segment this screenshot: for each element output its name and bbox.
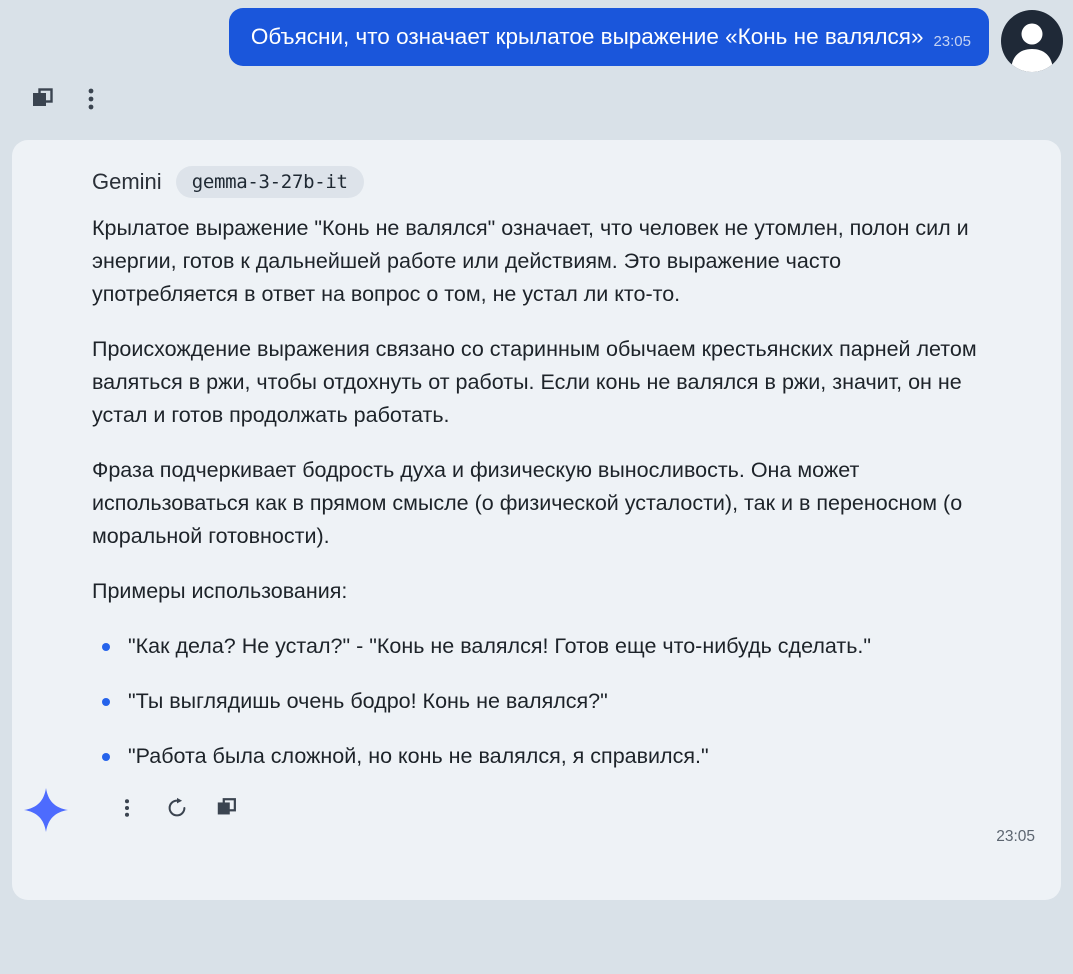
user-message-bubble[interactable] [229,8,989,66]
copy-icon[interactable] [214,795,240,821]
assistant-header [92,166,1031,198]
assistant-message-card [12,140,1061,900]
model-badge[interactable]: gemma-3-27b-it [176,166,364,198]
user-message-actions [0,72,1073,112]
user-message-row [0,0,1073,72]
list-item: "Работа была сложной, но конь не валялся, я справился." [92,740,1028,773]
avatar[interactable] [1001,10,1063,72]
assistant-paragraph: Крылатое выражение "Конь не валялся" означает, что человек не утомлен, полон сил и энергии, готов к дальнейшей работе или действиям. Это выражение часто употребляется в ответ на вопрос о том, не устал ли кто-то. [92,216,969,306]
assistant-message-timestamp: 23:05 [996,828,1035,845]
list-item: "Ты выглядишь очень бодро! Конь не валялся?" [92,685,1028,718]
more-options-icon[interactable] [78,86,104,112]
regenerate-icon[interactable] [164,795,190,821]
assistant-name: Gemini [92,169,162,194]
examples-list [92,630,1031,773]
list-item: "Как дела? Не устал?" - "Конь не валялся! Готов еще что-нибудь сделать." [92,630,1028,663]
assistant-paragraph: Фраза подчеркивает бодрость духа и физическую выносливость. Она может использоваться как в прямом смысле (о физической усталости), так и в переносном (о моральной готовности). [92,458,963,548]
assistant-paragraph: Примеры использования: [92,579,348,603]
assistant-message-actions [92,795,1031,821]
user-message-text: Объясни, что означает крылатое выражение «Конь не валялся» [250,24,924,49]
copy-icon[interactable] [30,86,56,112]
gemini-sparkle-icon [18,782,74,838]
assistant-paragraph: Происхождение выражения связано со старинным обычаем крестьянских парней летом валяться в ржи, чтобы отдохнуть от работы. Если конь не валялся в ржи, значит, он не устал и готов продолжать работать. [92,337,977,427]
user-message-timestamp: 23:05 [933,33,971,50]
assistant-message-body [92,212,1031,773]
more-options-icon[interactable] [114,795,140,821]
